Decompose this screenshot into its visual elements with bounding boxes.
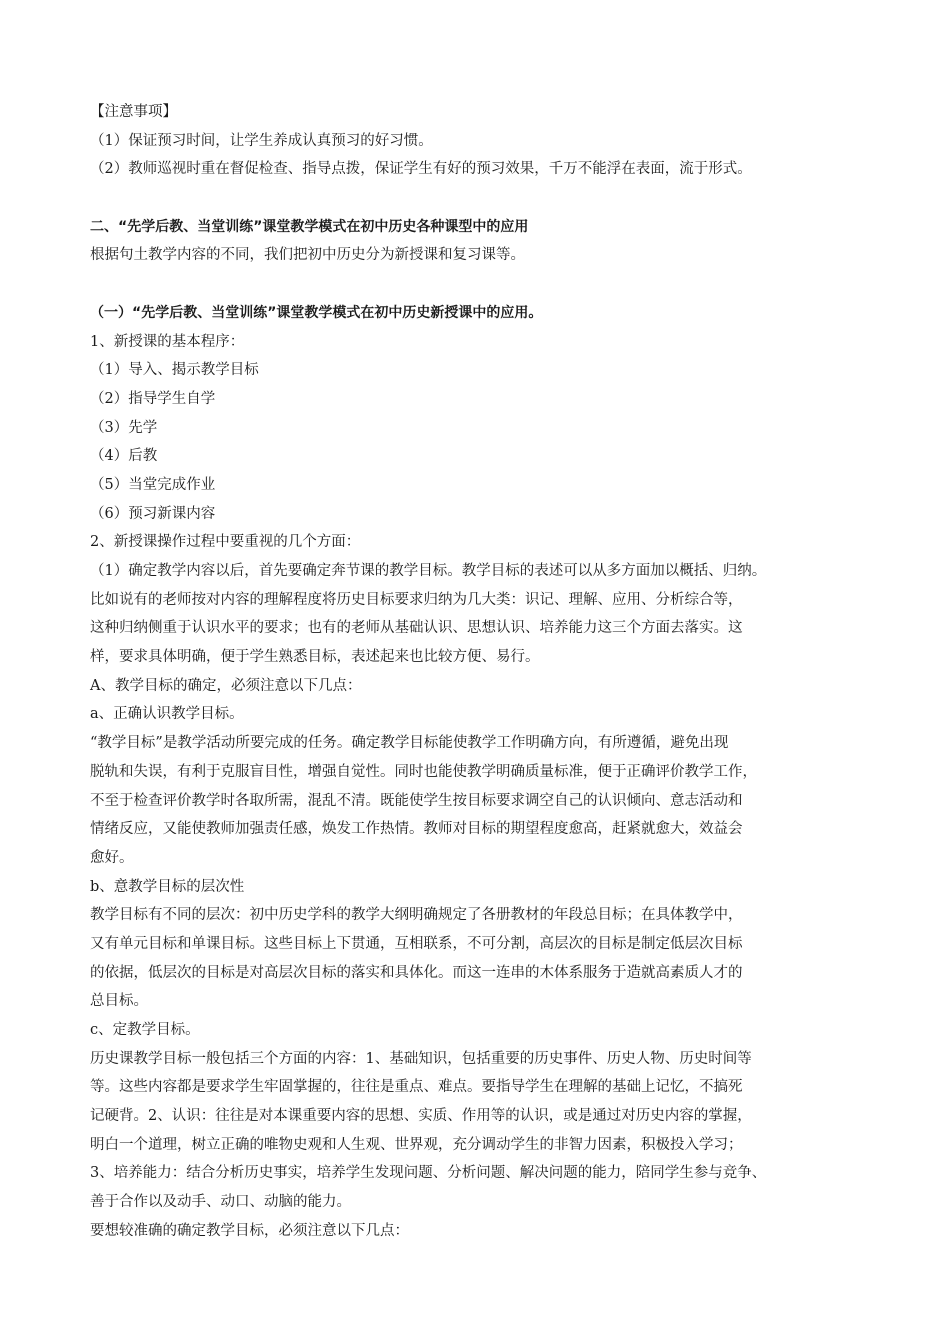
- paragraph-gap: [90, 270, 865, 299]
- text-line: （5）当堂完成作业: [90, 476, 216, 493]
- text-line: 脱轨和失误，有利于克服盲目性，增强自觉性。同时也能使教学明确质量标准，便于正确评价教学工作，: [90, 763, 757, 780]
- text-line: 等。这些内容都是要求学生牢固掌握的，往往是重点、难点。要指导学生在理解的基础上记忆，不搞死: [90, 1079, 743, 1096]
- text-line: c、定教学目标。: [90, 1022, 200, 1038]
- text-line: 3、培养能力：结合分析历史事实，培养学生发现问题、分析问题、解决问题的能力，陪同学生参与竞争、: [90, 1165, 767, 1182]
- paragraph-gap: [90, 184, 865, 213]
- text-line: 总目标。: [90, 993, 148, 1010]
- text-line: “教学目标”是教学活动所要完成的任务。确定教学目标能使教学工作明确方向，有所遵循，避免出现: [90, 735, 729, 752]
- text-line: （2）教师巡视时重在督促检查、指导点拨，保证学生有好的预习效果，千万不能浮在表面，流于形式。: [90, 161, 752, 178]
- text-line: （4）后教: [90, 448, 158, 465]
- text-line: 1、新授课的基本程序：: [90, 333, 245, 350]
- text-line: 要想较准确的确定教学目标，必须注意以下几点：: [90, 1222, 409, 1239]
- text-line: 愈好。: [90, 849, 134, 866]
- document-page: [90, 98, 865, 1246]
- text-line: （1）导入、揭示教学目标: [90, 362, 259, 379]
- text-line: 不至于检查评价教学时各取所需，混乱不清。既能使学生按目标要求调空自己的认识倾向、意志活动和: [90, 792, 743, 809]
- text-line: 善于合作以及动手、动口、动脑的能力。: [90, 1194, 351, 1211]
- text-line: 【注意事项】: [90, 104, 177, 120]
- text-line: 又有单元目标和单课目标。这些目标上下贯通，互相联系，不可分割，高层次的目标是制定低层次目标: [90, 935, 743, 952]
- text-line: （1）保证预习时间，让学生养成认真预习的好习惯。: [90, 132, 433, 149]
- text-line: 样，要求具体明确，便于学生熟悉目标，表述起来也比较方便、易行。: [90, 649, 540, 666]
- text-line: 历史课教学目标一般包括三个方面的内容：1、基础知识，包括重要的历史事件、历史人物、历史时间等: [90, 1050, 752, 1067]
- section-heading: 二、“先学后教、当堂训练”课堂教学模式在初中历史各种课型中的应用: [90, 218, 529, 235]
- text-line: 这种归纳侧重于认识水平的要求；也有的老师从基础认识、思想认识、培养能力这三个方面去落实。这: [90, 620, 743, 637]
- text-line: 根据句土教学内容的不同，我们把初中历史分为新授课和复习课等。: [90, 247, 525, 264]
- text-line: b、意教学目标的层次性: [90, 878, 245, 895]
- text-line: 2、新授课操作过程中要重视的几个方面：: [90, 534, 361, 551]
- section-heading: （一）“先学后教、当堂训练”课堂教学模式在初中历史新授课中的应用。: [90, 304, 543, 321]
- text-line: 记硬背。2、认识：往往是对本课重要内容的思想、实质、作用等的认识，或是通过对历史内容的掌握，: [90, 1108, 752, 1125]
- text-line: （3）先学: [90, 419, 158, 436]
- text-line: 教学目标有不同的层次：初中历史学科的教学大纲明确规定了各册教材的年段总目标；在具体教学中，: [90, 907, 743, 924]
- text-line: 的依据，低层次的目标是对高层次目标的落实和具体化。而这一连串的木体系服务于造就高素质人才的: [90, 964, 743, 981]
- text-line: （1）确定教学内容以后，首先要确定奔节课的教学目标。教学目标的表述可以从多方面加以概括、归纳。: [90, 563, 767, 579]
- text-line: 比如说有的老师按对内容的理解程度将历史目标要求归纳为几大类：识记、理解、应用、分析综合等，: [90, 591, 743, 608]
- text-line: （6）预习新课内容: [90, 505, 216, 522]
- text-line: a、正确认识教学目标。: [90, 706, 244, 723]
- text-line: 明白一个道理，树立正确的唯物史观和人生观、世界观，充分调动学生的非智力因素，积极投入学习；: [90, 1136, 743, 1153]
- text-line: （2）指导学生自学: [90, 390, 216, 407]
- text-line: A、教学目标的确定，必须注意以下几点：: [90, 677, 362, 694]
- text-line: 情绪反应，又能使教师加强责任感，焕发工作热情。教师对目标的期望程度愈高，赶紧就愈大，效益会: [90, 821, 743, 838]
